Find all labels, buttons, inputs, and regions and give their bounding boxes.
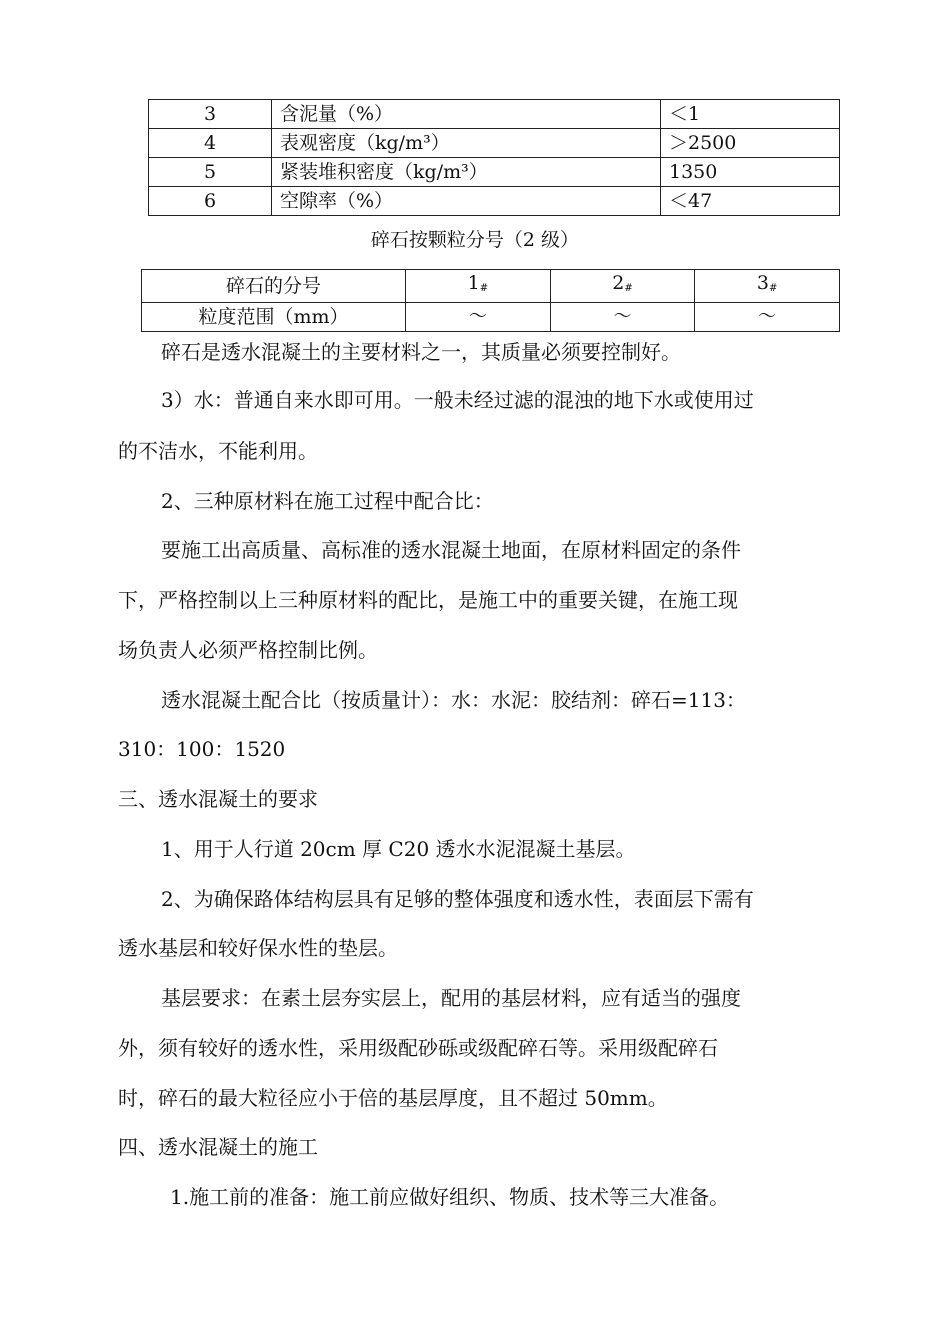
paragraph: 2、为确保路体结构层具有足够的整体强度和透水性，表面层下需有: [161, 887, 754, 911]
row-item: 含泥量（%）: [272, 100, 661, 129]
paragraph: 透水混凝土配合比（按质量计）：水：水泥：胶结剂：碎石=113：: [161, 688, 746, 712]
grade-table-caption: 碎石按颗粒分号（2 级）: [370, 229, 580, 251]
table-row: [149, 187, 840, 216]
paragraph: 外，须有较好的透水性，采用级配砂砾或级配碎石等。采用级配碎石: [118, 1036, 718, 1060]
grade-cell: [550, 270, 695, 303]
paragraph: 2、三种原材料在施工过程中配合比：: [161, 489, 494, 513]
table-row: [142, 270, 840, 303]
section-heading: 四、透水混凝土的施工: [118, 1135, 318, 1159]
paragraph: 基层要求：在素土层夯实层上，配用的基层材料，应有适当的强度: [161, 986, 741, 1010]
grade-number: 3: [756, 272, 770, 294]
paragraph: 1、用于人行道 20cm 厚 C20 透水水泥混凝土基层。: [161, 837, 636, 861]
row-value: ＜47: [661, 187, 840, 216]
gravel-grade-table: [141, 269, 840, 332]
grade-suffix: #: [479, 283, 489, 294]
paragraph: 下，严格控制以上三种原材料的配比，是施工中的重要关键，在施工现: [118, 588, 738, 612]
range-value: ～: [406, 303, 551, 332]
paragraph: 时，碎石的最大粒径应小于倍的基层厚度，且不超过 50mm。: [118, 1086, 668, 1110]
grade-cell: [406, 270, 551, 303]
range-label: 粒度范围（mm）: [142, 303, 406, 332]
grade-number: 2: [612, 272, 625, 294]
paragraph: 要施工出高质量、高标准的透水混凝土地面，在原材料固定的条件: [161, 538, 741, 562]
grade-suffix: #: [624, 283, 633, 294]
table-row: [142, 303, 840, 332]
grade-suffix: #: [769, 283, 778, 294]
paragraph: 碎石是透水混凝土的主要材料之一，其质量必须要控制好。: [161, 340, 681, 364]
row-item: 表观密度（kg/m³）: [272, 129, 661, 158]
paragraph: 3）水：普通自来水即可用。一般未经过滤的混浊的地下水或使用过: [161, 388, 754, 412]
paragraph: 310：100：1520: [118, 737, 286, 761]
row-index: 5: [149, 158, 272, 187]
grade-number: 1: [467, 272, 480, 294]
row-value: 1350: [661, 158, 840, 187]
paragraph: 透水基层和较好保水性的垫层。: [118, 936, 398, 960]
section-heading: 三、透水混凝土的要求: [118, 787, 318, 811]
row-value: ＜1: [661, 100, 840, 129]
row-index: 3: [149, 100, 272, 129]
paragraph: 场负责人必须严格控制比例。: [118, 638, 378, 662]
row-item: 空隙率（%）: [272, 187, 661, 216]
row-item: 紧装堆积密度（kg/m³）: [272, 158, 661, 187]
row-index: 6: [149, 187, 272, 216]
row-index: 4: [149, 129, 272, 158]
table-row: [149, 158, 840, 187]
paragraph: 1.施工前的准备：施工前应做好组织、物质、技术等三大准备。: [170, 1185, 730, 1209]
aggregate-properties-table: [148, 99, 840, 216]
range-value: ～: [695, 303, 840, 332]
range-value: ～: [550, 303, 695, 332]
paragraph: 的不洁水，不能利用。: [118, 439, 318, 463]
grade-header-label: 碎石的分号: [142, 270, 406, 303]
table-row: [149, 129, 840, 158]
row-value: ＞2500: [661, 129, 840, 158]
table-row: [149, 100, 840, 129]
grade-cell: [695, 270, 840, 303]
